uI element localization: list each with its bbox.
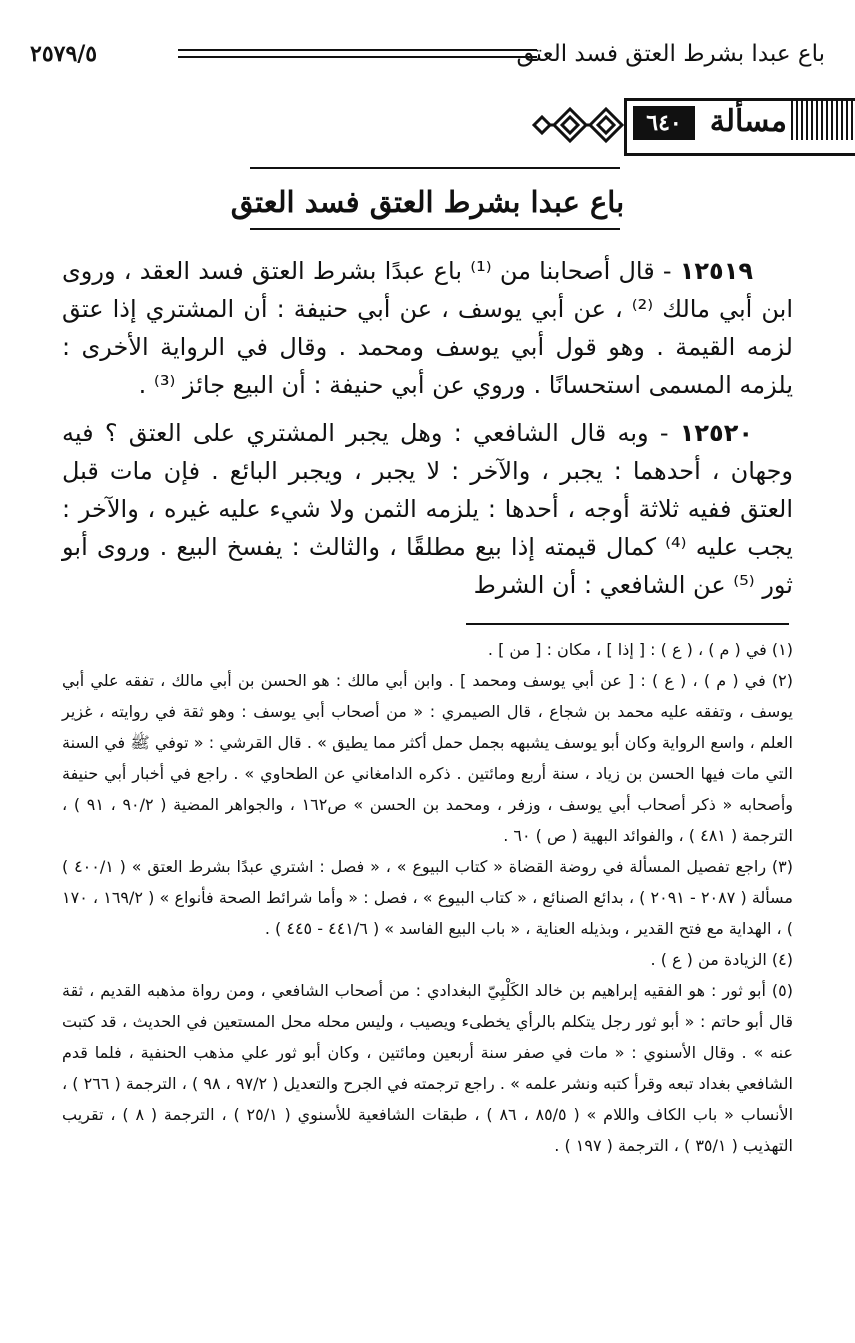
paragraph — [62, 252, 793, 404]
footnote: (٥) أبو ثور : هو الفقيه إبراهيم بن خالد الكَلْبِيّ البغدادي : من أصحاب الشافعي ، ومن رواة مذهبه القديم ، ثقة قال أبو حاتم : « أبو ثور رجل يتكلم بالرأي يخطىء ويصيب ، وليس محله محل المستعين في الحديث ، قد كتبت عنه » . وقال الأسنوي : « مات في صفر سنة أربعين ومائتين ، وكان أبو ثور علي مذهب الحنفية ، فلما قدم الشافعي بغداد تبعه وقرأ كتبه ونشر علمه » . راجع ترجمته في الجرح والتعديل ( ٩٧/٢ ، ٩٨ ) ، الترجمة ( ٢٦٦ ) ، الأنساب « باب الكاف واللام » ( ٨٥/٥ ، ٨٦ ) ، طبقات الشافعية للأسنوي ( ٢٥/١ ) ، الترجمة ( ٨ ) ، تقريب التهذيب ( ٣٥/١ ) ، الترجمة ( ١٩٧ ) . — [62, 981, 794, 1155]
footnote: (٣) راجع تفصيل المسألة في روضة القضاة « كتاب البيوع » ، « فصل : اشتري عبدًا بشرط العتق » ( ٤٠٠/١ ) مسألة ( ٢٠٨٧ - ٢٠٩١ ) ، بدائع الصنائع ، « كتاب البيوع » ، فصل : « وأما شرائط الصحة فأنواع » ( ١٦٩/٢ ، ١٧٠ ) ، الهداية مع فتح القدير ، وبذيله العناية ، « باب البيع الفاسد » ( ٤٤١/٦ - ٤٤٥ ) . — [62, 857, 794, 938]
running-header-rule — [178, 49, 537, 58]
footnote: (٢) في ( م ) ، ( ع ) : [ عن أبي يوسف ومحمد ] . وابن أبي مالك : هو الحسن بن أبي مالك ، تفقه علي أبي يوسف ، وتفقه عليه محمد بن شجاع ، قال الصيمري : « من أصحاب أبي يوسف : وهو ثقة في روايته ، غزير العلم ، واسع الرواية وكان أبو يوسف يشبهه بجمل حمل أكثر مما يطيق » . قال القرشي : « توفي ﷺ في السنة التي مات فيها الحسن بن زياد ، سنة أربع ومائتين . ذكره الدامغاني عن الطحاوي » . راجع في أخبار أبي حنيفة وأصحابه « ذكر أصحاب أبي يوسف ، وزفر ، ومحمد بن الحسن » ص١٦٢ ، والجواهر المضية ( ٩٠/٢ ، ٩١ ) ، الترجمة ( ٤٨١ ) ، والفوائد البهية ( ص ) ٦٠ . — [62, 671, 793, 845]
masala-banner — [528, 96, 855, 154]
heading-rule-bottom — [250, 228, 620, 230]
footnote: (١) في ( م ) ، ( ع ) : [ إذا ] ، مكان : [ من ] . — [487, 640, 793, 659]
footnote-separator — [466, 623, 789, 625]
chapter-title: باع عبدا بشرط العتق فسد العتق — [230, 185, 625, 219]
running-header-title: باع عبدا بشرط العتق فسد العتق — [516, 41, 825, 67]
paragraph-number: ١٢٥٢٠ — [679, 419, 753, 447]
footnotes — [62, 634, 793, 1161]
paragraph-text: - وبه قال الشافعي : وهل يجبر المشتري على العتق ؟ فيه وجهان ، أحدهما : يجبر ، والآخر : لا يجبر ، ويجبر البائع . فإن مات قبل العتق ففيه ثلاثة أوجه ، أحدها : يلزمه الثمن ولا شيء عليه غيره ، والآخر : يجب عليه ⁽⁴⁾ كمال قيمته إذا بيع مطلقًا ، والثالث : يفسخ البيع . وروى أبو ثور ⁽⁵⁾ عن الشافعي : أن الشرط — [62, 419, 793, 599]
footnote: (٤) الزيادة من ( ع ) . — [650, 950, 793, 969]
paragraph-number: ١٢٥١٩ — [679, 257, 753, 285]
paragraph-text: - قال أصحابنا من ⁽¹⁾ باع عبدًا بشرط العتق فسد العقد ، وروى ابن أبي مالك ⁽²⁾ ، عن أبي يوسف ، عن أبي حنيفة : أن المشتري إذا عتق لزمه القيمة . وهو قول أبي يوسف ومحمد . وقال في الرواية الأخرى : يلزمه المسمى استحسانًا . وروي عن أبي حنيفة : أن البيع جائز ⁽³⁾ . — [62, 257, 793, 399]
heading-rule-top — [250, 167, 620, 169]
masala-label: مسألة — [709, 104, 787, 139]
main-text — [62, 252, 793, 614]
page-reference: ٢٥٧٩/٥ — [30, 41, 98, 67]
masala-number: ٦٤٠ — [633, 106, 695, 140]
banner-stripes — [791, 100, 853, 140]
ornament-icon — [528, 96, 626, 154]
running-header — [30, 38, 825, 74]
paragraph — [62, 414, 793, 604]
